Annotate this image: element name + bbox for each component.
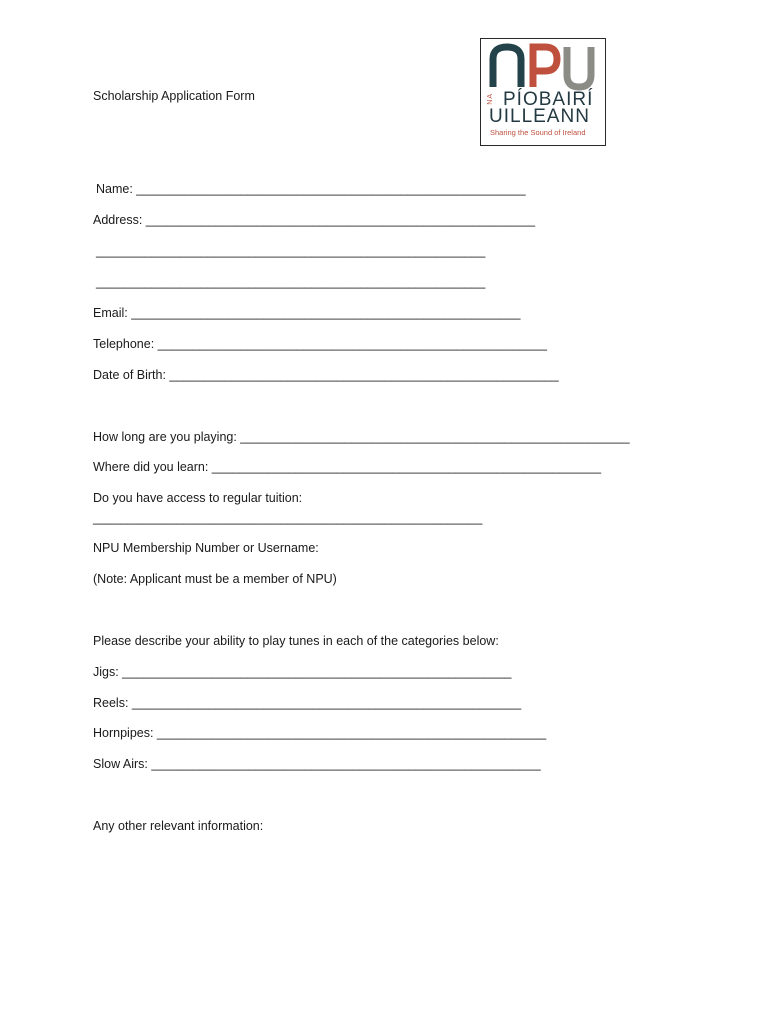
slow-airs-field[interactable]: Slow Airs: ________________________________________________________ — [93, 757, 541, 771]
address-field[interactable]: Address: ________________________________________________________ — [93, 213, 536, 227]
how-long-field[interactable]: How long are you playing: ________________________________________________________ — [93, 430, 630, 444]
logo-line1: PÍOBAIRÍ — [503, 89, 594, 110]
describe-instruction: Please describe your ability to play tunes in each of the categories below: — [93, 634, 499, 648]
npu-logo — [480, 38, 606, 146]
telephone-field[interactable]: Telephone: ________________________________________________________ — [93, 337, 547, 351]
tuition-question: Do you have access to regular tuition: — [93, 491, 303, 505]
npu-letters-icon — [489, 43, 599, 91]
jigs-field[interactable]: Jigs: ________________________________________________________ — [93, 665, 512, 679]
logo-tagline: Sharing the Sound of Ireland — [490, 128, 586, 137]
name-field[interactable]: Name: ________________________________________________________ — [96, 182, 526, 196]
logo-prefix: NA — [487, 93, 494, 105]
address-line-2[interactable]: ________________________________________________________ — [96, 244, 486, 258]
email-field[interactable]: Email: ________________________________________________________ — [93, 306, 521, 320]
dob-field[interactable]: Date of Birth: ________________________________________________________ — [93, 368, 559, 382]
logo-line2: UILLEANN — [489, 106, 590, 127]
tuition-answer-line[interactable]: ________________________________________________________ — [93, 511, 483, 525]
membership-field[interactable]: NPU Membership Number or Username: — [93, 541, 319, 555]
form-title: Scholarship Application Form — [93, 89, 255, 103]
membership-note: (Note: Applicant must be a member of NPU) — [93, 572, 337, 586]
reels-field[interactable]: Reels: ________________________________________________________ — [93, 696, 522, 710]
where-learn-field[interactable]: Where did you learn: ________________________________________________________ — [93, 460, 602, 474]
other-info-field[interactable]: Any other relevant information: — [93, 819, 264, 833]
hornpipes-field[interactable]: Hornpipes: ________________________________________________________ — [93, 726, 547, 740]
address-line-3[interactable]: ________________________________________________________ — [96, 275, 486, 289]
